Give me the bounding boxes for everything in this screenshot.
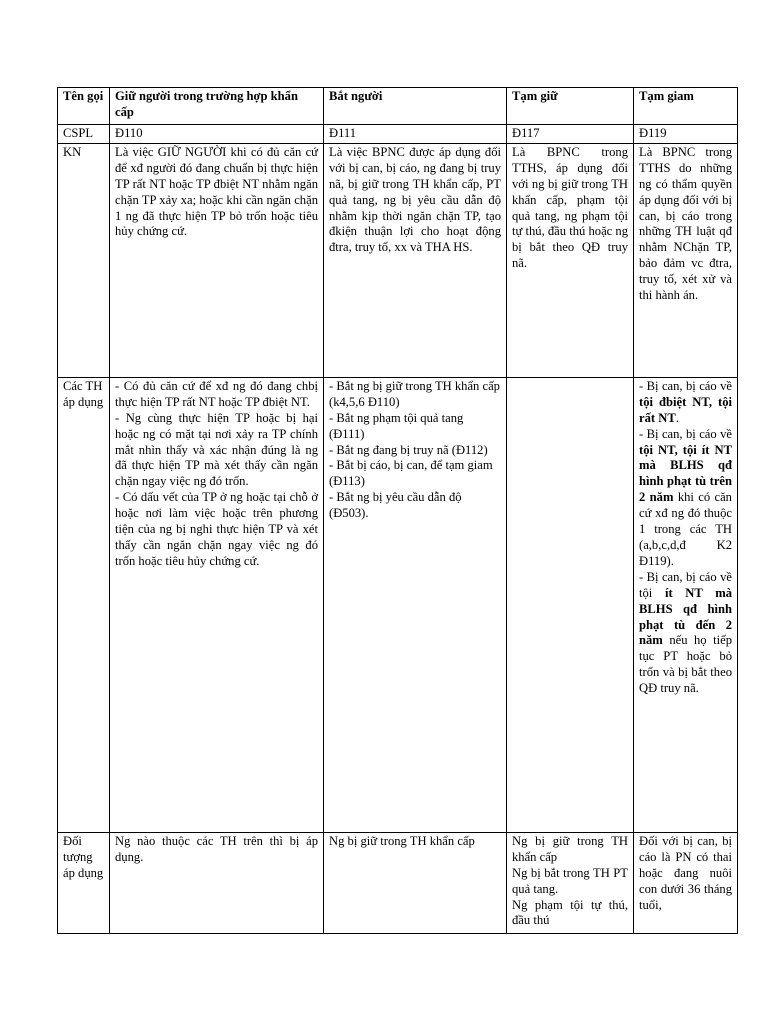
row-label-th-ap-dung: Các TH áp dụng <box>58 377 110 832</box>
list-item <box>639 427 732 570</box>
cell-doi-tuong-tam-giu <box>507 832 634 933</box>
cell-cspl-giu-nguoi: Đ110 <box>110 125 324 144</box>
list-item: - Có dấu vết của TP ở ng hoặc tại chỗ ở hoặc nơi làm việc hoặc trên phương tiện của ng bị nghi thực hiện TP và xét thấy cần ngăn chặn ngay việc ng đó trốn hoặc tiêu hủy chứng cứ. <box>115 490 318 568</box>
cell-doi-tuong-tam-giam: Đối với bị can, bị cáo là PN có thai hoặc đang nuôi con dưới 36 tháng tuổi, <box>634 832 738 933</box>
list-item <box>639 570 732 697</box>
text-run: - Bị can, bị cáo về tội <box>639 569 732 600</box>
header-tam-giam: Tạm giam <box>634 88 738 125</box>
cell-cspl-tam-giam: Đ119 <box>634 125 738 144</box>
cell-cspl-tam-giu: Đ117 <box>507 125 634 144</box>
list-item: - Bắt ng phạm tội quả tang (Đ111) <box>329 410 464 441</box>
cell-th-bat-nguoi <box>324 377 507 832</box>
comparison-table <box>57 87 738 934</box>
list-item: - Bắt bị cáo, bị can, để tạm giam (Đ113) <box>329 458 493 489</box>
list-item <box>639 379 732 427</box>
table-row-kn <box>58 143 738 377</box>
row-label-cspl: CSPL <box>58 125 110 144</box>
text-run: khi có căn cứ xđ ng đó thuộc 1 trong các TH (a,b,c,d,đ K2 Đ119). <box>639 490 732 568</box>
cell-doi-tuong-bat-nguoi: Ng bị giữ trong TH khẩn cấp <box>324 832 507 933</box>
bold-text: tội đbiệt NT, tội rất NT <box>639 394 732 425</box>
row-label-kn: KN <box>58 143 110 377</box>
table-header-row <box>58 88 738 125</box>
text-run: nếu họ tiếp tục PT hoặc bỏ trốn và bị bắt theo QĐ truy nã. <box>639 633 732 696</box>
cell-th-tam-giam <box>634 377 738 832</box>
cell-doi-tuong-giu-nguoi: Ng nào thuộc các TH trên thì bị áp dụng. <box>110 832 324 933</box>
list-item: - Bắt ng bị yêu cầu dẫn độ (Đ503). <box>329 490 462 521</box>
list-item: Ng bị giữ trong TH khẩn cấp <box>512 833 628 864</box>
table-row-th-ap-dung <box>58 377 738 832</box>
table-row-doi-tuong <box>58 832 738 933</box>
text-run: . <box>675 410 679 425</box>
bold-text: ít NT mà BLHS qđ hình phạt tù đến 2 năm <box>639 585 732 648</box>
text-run: - Bị can, bị cáo về <box>639 378 732 393</box>
list-item: Ng phạm tội tự thú, đầu thú <box>512 897 628 928</box>
cell-kn-giu-nguoi: Là việc GIỮ NGƯỜI khi có đủ căn cứ để xđ người đó đang chuẩn bị thực hiện TP rất NT hoặc TP đbiệt NT nhằm ngăn chặn TP xảy xa; hoặc khi cần ngăn chặn 1 ng đã thực hiện TP bỏ trốn hoặc tiêu hủy chứng cứ. <box>110 143 324 377</box>
table-row-cspl <box>58 125 738 144</box>
row-label-doi-tuong: Đối tượng áp dụng <box>58 832 110 933</box>
list-item: - Bắt ng đang bị truy nã (Đ112) <box>329 442 488 457</box>
bold-text: tội NT, tội ít NT mà BLHS qđ hình phạt tù trên 2 năm <box>639 442 732 505</box>
header-giu-nguoi: Giữ người trong trường hợp khẩn cấp <box>110 88 324 125</box>
list-item: Ng bị bắt trong TH PT quả tang. <box>512 865 628 896</box>
header-bat-nguoi: Bắt người <box>324 88 507 125</box>
cell-kn-tam-giu: Là BPNC trong TTHS, áp dụng đối với ng bị giữ trong TH khẩn cấp, phạm tội quả tang, ng phạm tội tự thú, đầu thú hoặc ng bị bắt theo QĐ truy nã. <box>507 143 634 377</box>
header-tam-giu: Tạm giữ <box>507 88 634 125</box>
header-ten-goi: Tên gọi <box>58 88 110 125</box>
cell-th-tam-giu <box>507 377 634 832</box>
cell-th-giu-nguoi <box>110 377 324 832</box>
cell-kn-tam-giam: Là BPNC trong TTHS do những ng có thẩm quyền áp dụng đối với bị can, bị cáo trong những TH luật qđ nhằm NChặn TP, bảo đảm vc đtra, truy tố, xét xử và thi hành án. <box>634 143 738 377</box>
text-run: - Bị can, bị cáo về <box>639 426 732 441</box>
list-item: - Có đủ căn cứ để xđ ng đó đang chbị thực hiện TP rất NT hoặc TP đbiệt NT. <box>115 378 318 409</box>
cell-kn-bat-nguoi: Là việc BPNC được áp dụng đối với bị can, bị cáo, ng đang bị truy nã, bị giữ trong TH khẩn cấp, PT quả tang, ng bị yêu cầu dẫn độ nhằm kịp thời ngăn chặn TP, tạo đkiện thuận lợi cho hoạt động đtra, truy tố, xx và THA HS. <box>324 143 507 377</box>
cell-cspl-bat-nguoi: Đ111 <box>324 125 507 144</box>
list-item: - Ng cùng thực hiện TP hoặc bị hại hoặc ng có mặt tại nơi xảy ra TP chính mắt nhìn thấy và xác nhận đúng là ng đã thực hiện TP mà xét thấy cần ngăn chặn ngay việc ng đó trốn. <box>115 410 318 489</box>
list-item: - Bắt ng bị giữ trong TH khẩn cấp (k4,5,6 Đ110) <box>329 378 500 409</box>
